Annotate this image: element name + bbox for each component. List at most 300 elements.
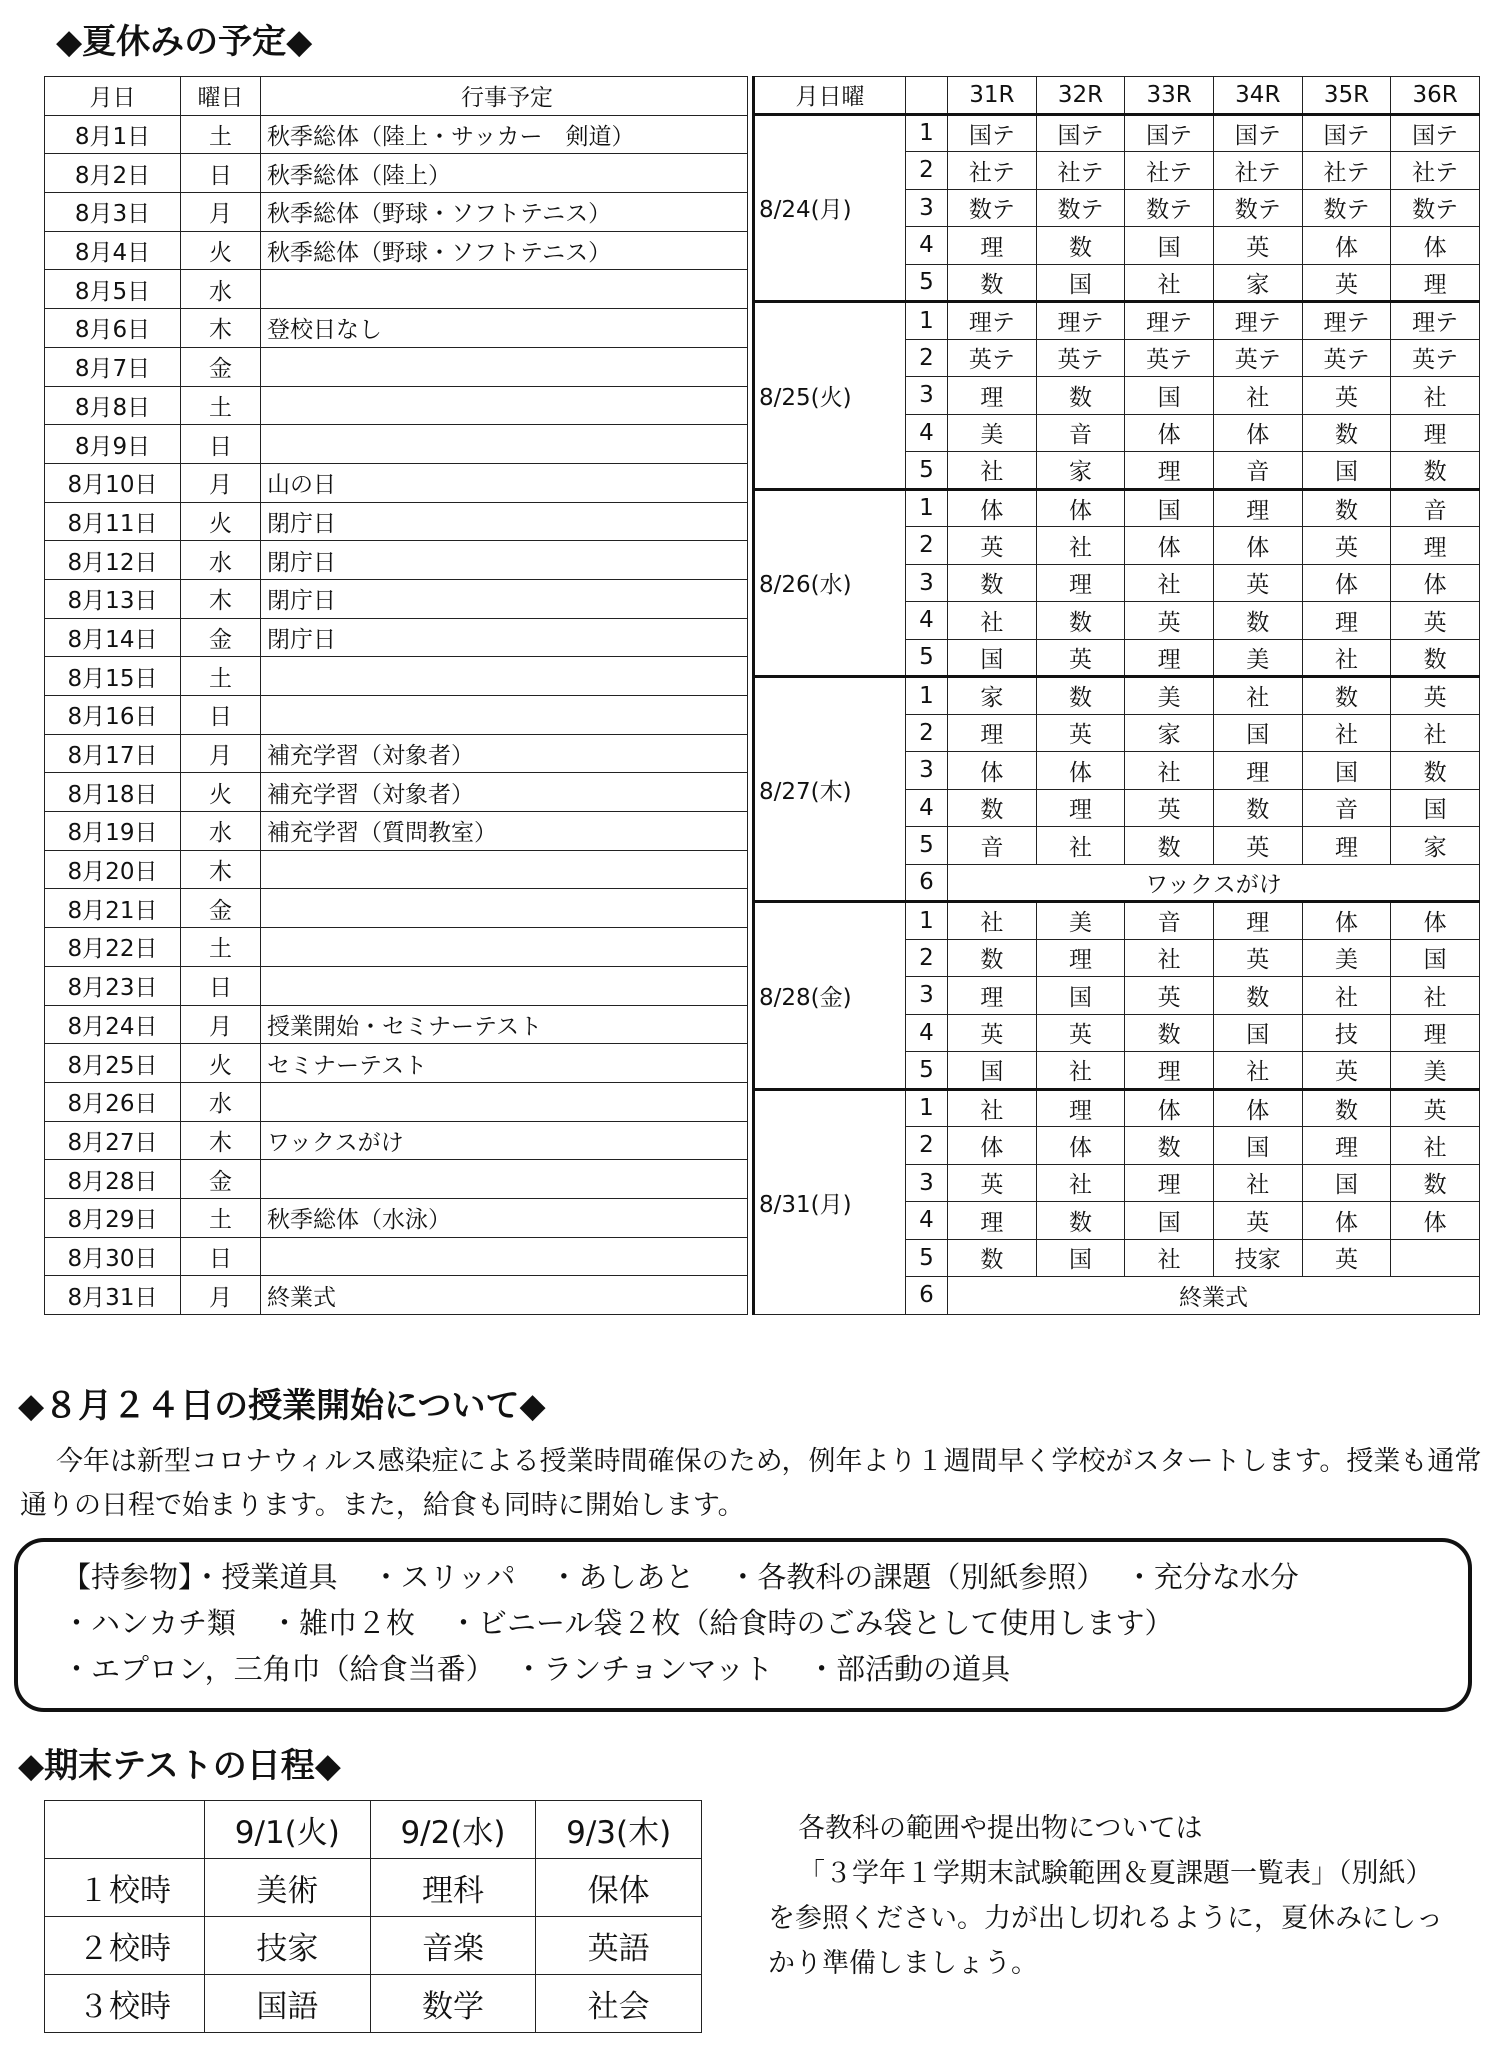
- timetable-cell: 社: [948, 602, 1037, 640]
- calendar-row: [45, 734, 748, 773]
- timetable-cell: 英: [1213, 939, 1302, 977]
- calendar-date: 8月23日: [45, 966, 181, 1005]
- timetable-cell: 美: [1391, 1052, 1480, 1090]
- period-number: 5: [906, 1239, 948, 1277]
- calendar-date: 8月7日: [45, 347, 181, 386]
- timetable-cell: 数: [1036, 227, 1125, 265]
- calendar-day: 日: [181, 696, 261, 735]
- calendar-date: 8月3日: [45, 193, 181, 232]
- timetable-cell: 英: [948, 1164, 1037, 1202]
- period-number: 3: [906, 977, 948, 1015]
- item: ・あしあと: [549, 1560, 695, 1594]
- timetable-cell: 英: [1391, 602, 1480, 640]
- note-line: かり準備しましょう。: [768, 1948, 1038, 1979]
- calendar-day: 火: [181, 1044, 261, 1083]
- timetable-cell: 数: [1391, 452, 1480, 490]
- timetable-cell: 数: [1213, 602, 1302, 640]
- exam-header-blank: [45, 1801, 205, 1859]
- exam-subject: 英語: [536, 1917, 702, 1975]
- timetable-cell: 体: [1391, 564, 1480, 602]
- period-number: 2: [906, 714, 948, 752]
- item: ・各教科の課題（別紙参照）: [728, 1560, 1091, 1594]
- timetable-cell: 美: [948, 414, 1037, 452]
- calendar-day: 木: [181, 309, 261, 348]
- items-label: 【持参物】: [62, 1560, 193, 1594]
- calendar-event: [261, 425, 748, 464]
- calendar-event: 閉庁日: [261, 579, 748, 618]
- timetable-cell: 国: [1302, 452, 1391, 490]
- period-number: 1: [906, 489, 948, 527]
- calendar-day: 水: [181, 270, 261, 309]
- calendar-event: 秋季総体（水泳）: [261, 1198, 748, 1237]
- calendar-day: 日: [181, 154, 261, 193]
- timetable-cell: 体: [1391, 902, 1480, 940]
- period-number: 3: [906, 752, 948, 790]
- timetable-row: [754, 489, 1480, 527]
- period-number: 2: [906, 939, 948, 977]
- calendar-date: 8月21日: [45, 889, 181, 928]
- calendar-date: 8月16日: [45, 696, 181, 735]
- calendar-day: 月: [181, 734, 261, 773]
- exam-subject: 美術: [205, 1859, 371, 1917]
- timetable-cell: 理: [1125, 1164, 1214, 1202]
- timetable-cell: 英: [1213, 827, 1302, 865]
- timetable-cell: 技: [1302, 1014, 1391, 1052]
- header-date: 月日: [45, 77, 181, 116]
- timetable-cell: 社テ: [1036, 152, 1125, 190]
- timetable-cell: 理テ: [948, 302, 1037, 340]
- exam-subject: 技家: [205, 1917, 371, 1975]
- timetable-cell: 英: [1391, 677, 1480, 715]
- calendar-day: 月: [181, 1005, 261, 1044]
- timetable-cell: 英: [1302, 1239, 1391, 1277]
- summer-schedule-title: ◆夏休みの予定◆: [56, 22, 313, 62]
- timetable-cell: 国: [1391, 939, 1480, 977]
- note-line: 各教科の範囲や提出物については: [798, 1813, 1203, 1844]
- timetable-cell: 体: [1302, 902, 1391, 940]
- item: ・ランチョンマット: [514, 1652, 774, 1686]
- calendar-day: 金: [181, 889, 261, 928]
- timetable-cell: 数: [1391, 752, 1480, 790]
- timetable-cell: 理: [1036, 564, 1125, 602]
- timetable-cell: 理: [1036, 1089, 1125, 1127]
- period-number: 5: [906, 452, 948, 490]
- timetable-row: [754, 677, 1480, 715]
- timetable-cell: 家: [948, 677, 1037, 715]
- calendar-day: 土: [181, 115, 261, 154]
- timetable-row: [754, 114, 1480, 152]
- timetable-cell: 数テ: [1213, 189, 1302, 227]
- timetable-cell: 音: [948, 827, 1037, 865]
- calendar-event: 終業式: [261, 1276, 748, 1315]
- calendar-day: 火: [181, 773, 261, 812]
- timetable-cell: 数: [1302, 414, 1391, 452]
- calendar-row: [45, 1160, 748, 1199]
- timetable-cell: 数: [1213, 977, 1302, 1015]
- timetable-cell: 国: [1036, 264, 1125, 302]
- timetable-cell: 音: [1391, 489, 1480, 527]
- timetable-cell: 英: [1391, 1089, 1480, 1127]
- timetable-cell: 体: [1125, 1089, 1214, 1127]
- calendar-date: 8月19日: [45, 812, 181, 851]
- class-start-paragraph: [20, 1440, 1485, 1528]
- timetable-cell: 社テ: [1391, 152, 1480, 190]
- calendar-date: 8月12日: [45, 541, 181, 580]
- timetable-cell: 英テ: [1391, 339, 1480, 377]
- calendar-row: [45, 193, 748, 232]
- items-to-bring-box: [14, 1538, 1472, 1712]
- calendar-date: 8月9日: [45, 425, 181, 464]
- calendar-event: [261, 966, 748, 1005]
- timetable-cell: 数: [1036, 1202, 1125, 1240]
- period-number: 5: [906, 639, 948, 677]
- timetable-cell: 音: [1213, 452, 1302, 490]
- calendar-event: 閉庁日: [261, 541, 748, 580]
- timetable-cell: 社: [1125, 564, 1214, 602]
- timetable-cell: 数: [1391, 1164, 1480, 1202]
- period-number: 4: [906, 789, 948, 827]
- calendar-row: [45, 1276, 748, 1315]
- timetable-cell: 体: [1302, 564, 1391, 602]
- timetable-cell: 美: [1213, 639, 1302, 677]
- item: ・授業道具: [192, 1560, 338, 1594]
- timetable-cell: 数テ: [1125, 189, 1214, 227]
- timetable-cell: 数: [1125, 827, 1214, 865]
- calendar-row: [45, 812, 748, 851]
- timetable-cell: 国テ: [1036, 114, 1125, 152]
- timetable-cell: 家: [1125, 714, 1214, 752]
- calendar-event: 登校日なし: [261, 309, 748, 348]
- timetable-cell: 理: [1213, 752, 1302, 790]
- timetable-cell: 理: [1036, 939, 1125, 977]
- calendar-row: [45, 231, 748, 270]
- timetable-cell: 体: [948, 752, 1037, 790]
- calendar-day: 土: [181, 386, 261, 425]
- timetable-cell: 英: [1302, 377, 1391, 415]
- timetable-cell: 国: [1302, 752, 1391, 790]
- timetable-cell: 理: [1125, 639, 1214, 677]
- period-number: 6: [906, 1277, 948, 1315]
- exam-day-3: 9/3(木): [536, 1801, 702, 1859]
- exam-day-1: 9/1(火): [205, 1801, 371, 1859]
- calendar-date: 8月24日: [45, 1005, 181, 1044]
- calendar-day: 木: [181, 579, 261, 618]
- items-line-2: [62, 1600, 1468, 1646]
- calendar-date: 8月28日: [45, 1160, 181, 1199]
- timetable-cell: 体: [1213, 1089, 1302, 1127]
- timetable-cell: 英: [1036, 639, 1125, 677]
- calendar-date: 8月4日: [45, 231, 181, 270]
- exam-period: ２校時: [45, 1917, 205, 1975]
- timetable-cell: 社テ: [1302, 152, 1391, 190]
- timetable-cell: 英: [1125, 602, 1214, 640]
- header-class-33R: 33R: [1125, 77, 1214, 115]
- timetable-cell: 体: [948, 1127, 1037, 1165]
- item: ・ビニール袋２枚（給食時のごみ袋として使用します）: [449, 1606, 1174, 1640]
- timetable-cell: 社: [1302, 977, 1391, 1015]
- timetable-cell: 数: [1125, 1014, 1214, 1052]
- item: ・スリッパ: [371, 1560, 516, 1594]
- timetable-cell: 英テ: [948, 339, 1037, 377]
- timetable-cell: 英テ: [1125, 339, 1214, 377]
- timetable-cell: 技家: [1213, 1239, 1302, 1277]
- calendar-row: [45, 502, 748, 541]
- timetable-cell: 国: [1213, 714, 1302, 752]
- timetable-cell: 体: [948, 489, 1037, 527]
- exam-schedule-table: [44, 1800, 702, 2033]
- item: ・充分な水分: [1124, 1560, 1299, 1594]
- timetable-cell: 社: [1391, 377, 1480, 415]
- timetable-cell: 国テ: [1213, 114, 1302, 152]
- calendar-event: 補充学習（質問教室）: [261, 812, 748, 851]
- calendar-event: 秋季総体（陸上・サッカー 剣道）: [261, 115, 748, 154]
- item: ・ハンカチ類: [62, 1606, 237, 1640]
- calendar-date: 8月5日: [45, 270, 181, 309]
- calendar-day: 水: [181, 541, 261, 580]
- calendar-date: 8月30日: [45, 1237, 181, 1276]
- calendar-event: 補充学習（対象者）: [261, 773, 748, 812]
- calendar-event: [261, 347, 748, 386]
- items-line-1: [62, 1554, 1468, 1600]
- timetable-cell: 数: [1302, 1089, 1391, 1127]
- calendar-date: 8月18日: [45, 773, 181, 812]
- timetable-cell: 美: [1302, 939, 1391, 977]
- calendar-row: [45, 579, 748, 618]
- timetable-cell: 家: [1036, 452, 1125, 490]
- timetable-cell: 数テ: [1302, 189, 1391, 227]
- period-number: 5: [906, 827, 948, 865]
- header-period: [906, 77, 948, 115]
- calendar-row: [45, 889, 748, 928]
- timetable-cell: 家: [1213, 264, 1302, 302]
- exam-day-2: 9/2(水): [370, 1801, 536, 1859]
- calendar-day: 火: [181, 231, 261, 270]
- timetable-cell: 体: [1213, 527, 1302, 565]
- timetable-cell: 社: [1302, 639, 1391, 677]
- timetable-cell: 理: [1125, 1052, 1214, 1090]
- timetable-cell: 社テ: [1213, 152, 1302, 190]
- timetable-cell: 数: [1036, 677, 1125, 715]
- timetable-cell: 理: [1125, 452, 1214, 490]
- timetable-cell: 社: [1125, 1239, 1214, 1277]
- timetable-cell: 英: [1213, 564, 1302, 602]
- note-line: を参照ください。力が出し切れるように，夏休みにしっ: [768, 1903, 1443, 1934]
- header-class-32R: 32R: [1036, 77, 1125, 115]
- timetable-date: 8/31(月): [754, 1089, 906, 1314]
- timetable-cell: 体: [1391, 227, 1480, 265]
- calendar-row: [45, 1044, 748, 1083]
- header-class-35R: 35R: [1302, 77, 1391, 115]
- calendar-event: [261, 889, 748, 928]
- timetable-cell: 理テ: [1213, 302, 1302, 340]
- timetable-cell: 理: [948, 714, 1037, 752]
- calendar-event: 閉庁日: [261, 502, 748, 541]
- calendar-row: [45, 773, 748, 812]
- timetable-cell: 国: [1036, 1239, 1125, 1277]
- timetable-cell: 英: [948, 527, 1037, 565]
- timetable-cell: 国テ: [1302, 114, 1391, 152]
- calendar-day: 月: [181, 193, 261, 232]
- timetable-cell: 理: [1391, 264, 1480, 302]
- exam-header-row: [45, 1801, 702, 1859]
- exam-subject: 音楽: [370, 1917, 536, 1975]
- calendar-date: 8月14日: [45, 618, 181, 657]
- period-number: 4: [906, 1202, 948, 1240]
- timetable-cell: 数: [948, 564, 1037, 602]
- period-number: 4: [906, 227, 948, 265]
- header-class-36R: 36R: [1391, 77, 1480, 115]
- timetable-cell: 理: [1302, 602, 1391, 640]
- exam-subject: 保体: [536, 1859, 702, 1917]
- timetable-cell: 英: [1302, 264, 1391, 302]
- calendar-row: [45, 928, 748, 967]
- timetable-cell: 数: [1213, 789, 1302, 827]
- timetable-cell: 社: [1036, 1164, 1125, 1202]
- calendar-row: [45, 425, 748, 464]
- calendar-event: [261, 386, 748, 425]
- timetable-cell: 数: [948, 939, 1037, 977]
- timetable-cell: 理: [948, 377, 1037, 415]
- timetable-cell: 理: [1213, 489, 1302, 527]
- timetable-cell: 理テ: [1036, 302, 1125, 340]
- calendar-event: 授業開始・セミナーテスト: [261, 1005, 748, 1044]
- timetable-cell: 数: [948, 264, 1037, 302]
- timetable-cell: 理: [1302, 827, 1391, 865]
- timetable-cell: 英: [1302, 527, 1391, 565]
- calendar-row: [45, 618, 748, 657]
- timetable-cell: [1391, 1239, 1480, 1277]
- timetable-cell: 社: [1213, 1052, 1302, 1090]
- timetable-date: 8/28(金): [754, 902, 906, 1090]
- timetable-cell: 理: [948, 227, 1037, 265]
- exam-row: [45, 1859, 702, 1917]
- summer-calendar-table: [44, 76, 748, 1315]
- exam-note: [768, 1806, 1488, 1986]
- header-class-31R: 31R: [948, 77, 1037, 115]
- timetable-cell: 理テ: [1302, 302, 1391, 340]
- timetable-date: 8/26(水): [754, 489, 906, 677]
- period-number: 5: [906, 1052, 948, 1090]
- timetable-cell: 社: [1213, 377, 1302, 415]
- calendar-day: 土: [181, 928, 261, 967]
- timetable-row: [754, 902, 1480, 940]
- timetable-cell: 国: [1125, 489, 1214, 527]
- exam-subject: 数学: [370, 1975, 536, 2033]
- calendar-row: [45, 270, 748, 309]
- calendar-day: 火: [181, 502, 261, 541]
- calendar-day: 水: [181, 812, 261, 851]
- timetable-cell: 体: [1036, 1127, 1125, 1165]
- timetable-cell: 音: [1036, 414, 1125, 452]
- items-line-3: [62, 1646, 1468, 1692]
- timetable-cell: 美: [1036, 902, 1125, 940]
- timetable-cell: 体: [1125, 414, 1214, 452]
- header-date-day: 月日曜: [754, 77, 906, 115]
- calendar-row: [45, 386, 748, 425]
- calendar-date: 8月2日: [45, 154, 181, 193]
- period-number: 1: [906, 902, 948, 940]
- period-number: 2: [906, 527, 948, 565]
- timetable-cell: 英: [1125, 977, 1214, 1015]
- calendar-event: 秋季総体（陸上）: [261, 154, 748, 193]
- timetable-cell: 社: [1036, 527, 1125, 565]
- timetable-cell: 社: [1213, 677, 1302, 715]
- timetable-cell: 数テ: [1391, 189, 1480, 227]
- timetable-cell: 社: [948, 1089, 1037, 1127]
- timetable-cell: 社: [1391, 1127, 1480, 1165]
- timetable-cell: 理: [1391, 1014, 1480, 1052]
- exam-period: ３校時: [45, 1975, 205, 2033]
- timetable-cell: 英: [948, 1014, 1037, 1052]
- timetable-cell: 社: [1391, 977, 1480, 1015]
- timetable-date: 8/27(木): [754, 677, 906, 902]
- calendar-date: 8月17日: [45, 734, 181, 773]
- class-start-title: ◆８月２４日の授業開始について◆: [18, 1386, 546, 1426]
- calendar-event: [261, 928, 748, 967]
- timetable-cell: 英テ: [1036, 339, 1125, 377]
- timetable-cell: 英テ: [1213, 339, 1302, 377]
- calendar-day: 土: [181, 1198, 261, 1237]
- calendar-day: 月: [181, 1276, 261, 1315]
- calendar-day: 木: [181, 850, 261, 889]
- calendar-day: 土: [181, 657, 261, 696]
- calendar-day: 月: [181, 463, 261, 502]
- exam-subject: 社会: [536, 1975, 702, 2033]
- period-number: 5: [906, 264, 948, 302]
- exam-schedule-title: ◆期末テストの日程◆: [18, 1746, 341, 1786]
- calendar-date: 8月6日: [45, 309, 181, 348]
- timetable-cell: 社: [1391, 714, 1480, 752]
- period-number: 4: [906, 1014, 948, 1052]
- timetable-cell: 数: [1036, 602, 1125, 640]
- period-number: 2: [906, 152, 948, 190]
- calendar-event: [261, 696, 748, 735]
- exam-row: [45, 1975, 702, 2033]
- calendar-date: 8月8日: [45, 386, 181, 425]
- period-number: 6: [906, 864, 948, 902]
- calendar-date: 8月1日: [45, 115, 181, 154]
- calendar-row: [45, 309, 748, 348]
- timetable-cell: 体: [1391, 1202, 1480, 1240]
- timetable-cell: 理: [1391, 527, 1480, 565]
- calendar-day: 金: [181, 1160, 261, 1199]
- calendar-event: ワックスがけ: [261, 1121, 748, 1160]
- timetable-cell: 国: [1213, 1127, 1302, 1165]
- timetable-cell: 理: [1213, 902, 1302, 940]
- calendar-date: 8月25日: [45, 1044, 181, 1083]
- timetable-cell: 英: [1302, 1052, 1391, 1090]
- period-number: 2: [906, 339, 948, 377]
- timetable-cell: 国: [948, 1052, 1037, 1090]
- calendar-event: [261, 1082, 748, 1121]
- timetable-cell: 理テ: [1125, 302, 1214, 340]
- calendar-day: 日: [181, 966, 261, 1005]
- timetable-cell: 体: [1125, 527, 1214, 565]
- timetable-cell: 社: [1036, 827, 1125, 865]
- timetable-cell: 英: [1036, 714, 1125, 752]
- timetable-cell: 社: [1302, 714, 1391, 752]
- timetable-date: 8/25(火): [754, 302, 906, 490]
- calendar-row: [45, 347, 748, 386]
- timetable-cell: 国: [1036, 977, 1125, 1015]
- timetable-cell: 国: [948, 639, 1037, 677]
- timetable-row: [754, 1089, 1480, 1127]
- calendar-day: 日: [181, 1237, 261, 1276]
- calendar-row: [45, 966, 748, 1005]
- timetable-cell: 社: [1213, 1164, 1302, 1202]
- calendar-day: 日: [181, 425, 261, 464]
- timetable-header-row: [754, 77, 1480, 115]
